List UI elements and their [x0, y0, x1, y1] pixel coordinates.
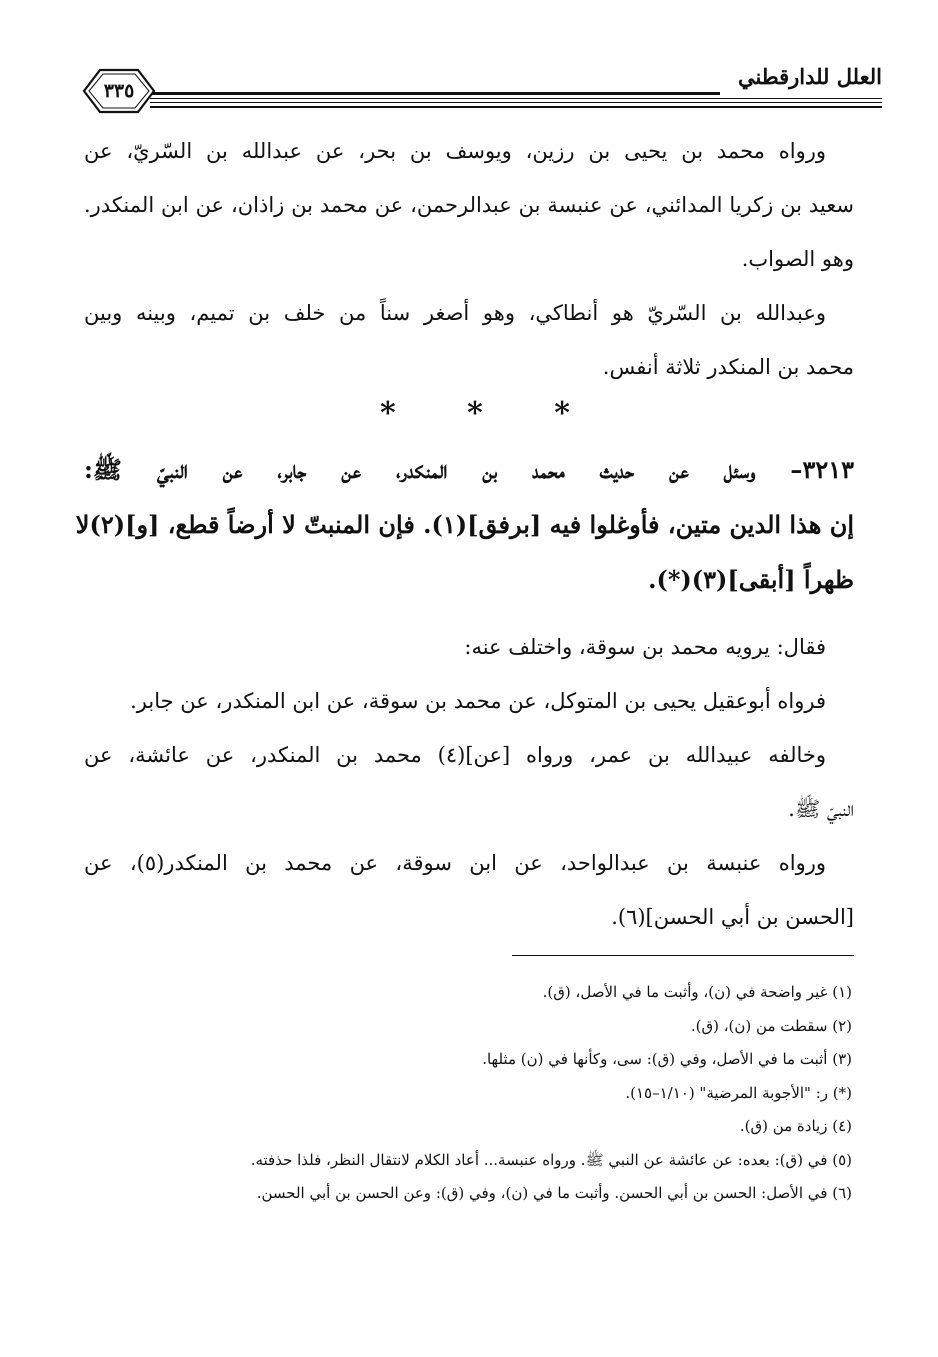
- text-line: وخالفه عبيدالله بن عمر، ورواه [عن](٤) محمد بن المنكدر، عن عائشة، عن: [84, 743, 826, 767]
- text-line: فقال: يرويه محمد بن سوقة، واختلف عنه:: [464, 635, 826, 659]
- page-number-badge: [80, 66, 158, 116]
- header-rule: [150, 102, 882, 103]
- paragraph-answer: [84, 620, 854, 944]
- text-line: ورواه محمد بن يحيى بن رزين، ويوسف بن بحر، عن عبدالله بن السّريّ، عن: [84, 139, 826, 163]
- text-line: [الحسن بن أبي الحسن](٦).: [611, 905, 854, 929]
- star-separator: *: [554, 396, 570, 431]
- footnote: (١) غير واضحة في (ن)، وأثبت ما في الأصل، (ق).: [542, 983, 852, 1001]
- footnote: (٣) أثبت ما في الأصل، وفي (ق): سى، وكأنها في (ن) مثلها.: [482, 1050, 852, 1068]
- section-separator: [380, 396, 570, 431]
- text-line: فرواه أبوعقيل يحيى بن المتوكل، عن محمد بن سوقة، عن ابن المنكدر، عن جابر.: [130, 689, 826, 713]
- page-number: ٣٣٥: [103, 80, 135, 102]
- running-header-title: العلل للدارقطني: [738, 64, 882, 89]
- text-line: النبيّ ﷺ.: [788, 797, 854, 821]
- header-rule: [150, 98, 882, 99]
- text-line: محمد بن المنكدر ثلاثة أنفس.: [602, 355, 854, 379]
- text-line: وعبدالله بن السّريّ هو أنطاكي، وهو أصغر سناً من خلف بن تميم، وبينه وبين: [84, 301, 826, 325]
- header-rule: [150, 92, 720, 95]
- footnote: (٦) في الأصل: الحسن بن أبي الحسن. وأثبت ما في (ن)، وفي (ق): وعن الحسن بن أبي الحسن.: [256, 1184, 852, 1202]
- footnote: (٤) زيادة من (ق).: [739, 1117, 852, 1135]
- footnote: (٥) في (ق): بعده: عن عائشة عن النبي ﷺ. ورواه عنبسة... أعاد الكلام لانتقال النظر، فلذا حذفته.: [250, 1150, 852, 1169]
- header-rule: [150, 106, 882, 108]
- paragraph-narration: [84, 124, 854, 286]
- text-line: وهو الصواب.: [741, 247, 854, 271]
- star-separator: *: [380, 396, 396, 431]
- text-line: سعيد بن زكريا المدائني، عن عنبسة بن عبدالرحمن، عن محمد بن زاذان، عن ابن المنكدر.: [84, 193, 854, 217]
- hadith-entry-heading: [75, 442, 854, 607]
- footnote-separator: [512, 955, 854, 956]
- text-line: ظهراً [أبقى](٣)(*).: [648, 565, 854, 594]
- footnotes: [84, 976, 854, 1211]
- text-line: ورواه عنبسة بن عبدالواحد، عن ابن سوقة، عن محمد بن المنكدر(٥)، عن: [84, 851, 826, 875]
- text-line: إن هذا الدين متين، فأوغلوا فيه [برفق](١). فإن المنبتّ لا أرضاً قطع، [و](٢)لا: [75, 510, 854, 539]
- footnote: (٢) سقطت من (ن)، (ق).: [690, 1016, 852, 1035]
- footnote: (*) ر: "الأجوبة المرضية" (١/١٠–١٥).: [625, 1083, 852, 1102]
- star-separator: *: [467, 396, 483, 431]
- paragraph-note: [84, 286, 854, 394]
- text-line: ٣٢١٣– وسئل عن حديث محمد بن المنكدر، عن جابر، عن النبيّ ﷺ:: [84, 455, 854, 484]
